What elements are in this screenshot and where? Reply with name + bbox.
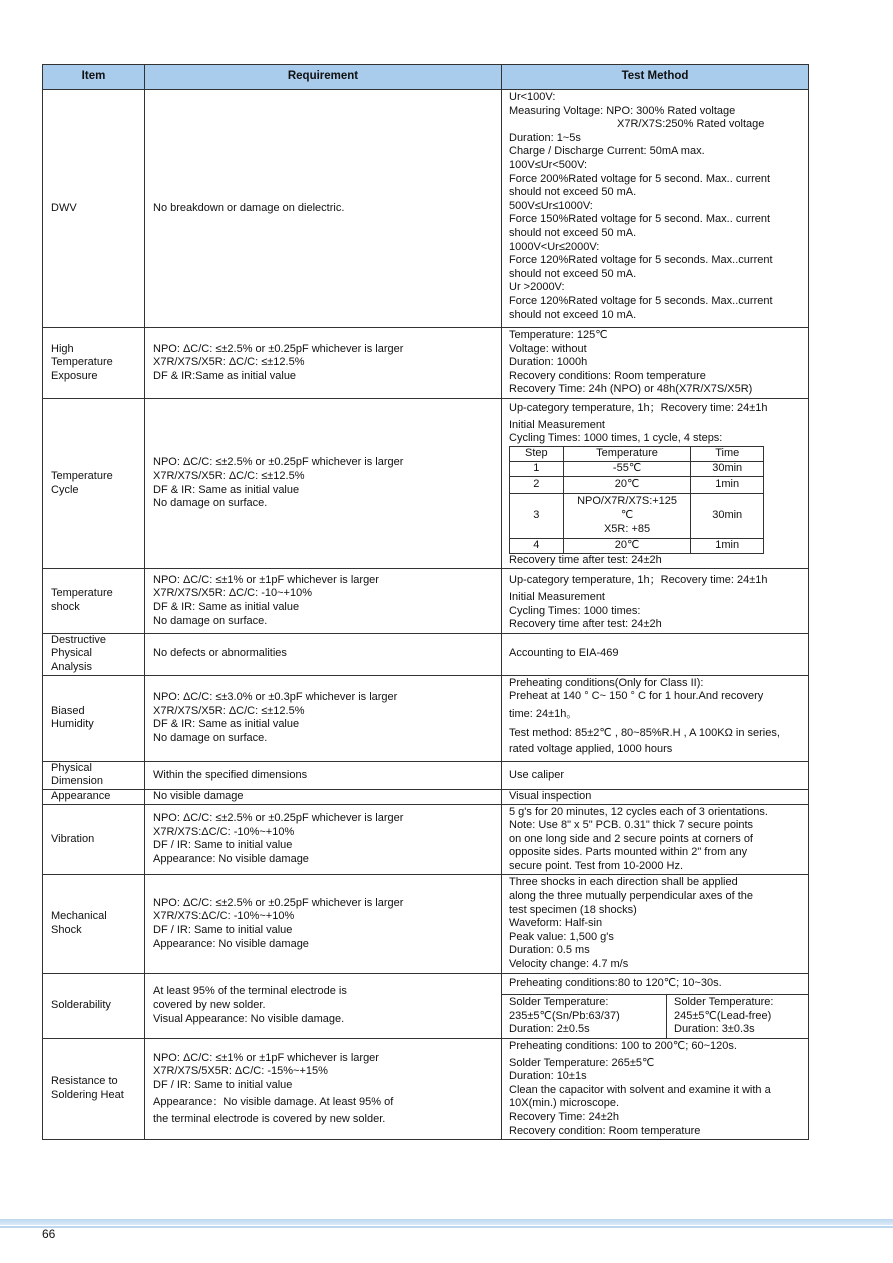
requirement-line: Visual Appearance: No visible damage.: [153, 1012, 345, 1025]
cycle-step: 2: [510, 476, 564, 493]
table-row-physical-dimension: [43, 761, 809, 789]
table-row-temperature-cycle: [43, 398, 809, 568]
item-label: Exposure: [51, 369, 98, 382]
requirement-line: DF & IR:Same as initial value: [153, 369, 297, 382]
test-line: Test method: 85±2℃ , 80~85%R.H , A 100KΩ in series,: [509, 726, 780, 739]
test-method-cell: [502, 569, 809, 633]
item-label: Analysis: [51, 661, 92, 674]
item-cell: [43, 875, 145, 973]
requirement-line: NPO: ΔC/C: ≤±2.5% or ±0.25pF whichever is larger: [153, 812, 404, 825]
requirement-cell: [145, 398, 502, 568]
item-label: Shock: [51, 924, 82, 937]
test-line: Velocity change: 4.7 m/s: [509, 958, 629, 971]
requirement-line: DF / IR: Same to initial value: [153, 1078, 293, 1091]
item-label: Appearance: [51, 789, 111, 802]
footer-divider-thin: [0, 1226, 893, 1228]
requirement-line: No damage on surface.: [153, 614, 268, 627]
table-row-biased-humidity: [43, 675, 809, 761]
test-method-cell: [502, 761, 809, 789]
test-method-cell: [502, 633, 809, 675]
test-line: Duration: 1~5s: [509, 131, 581, 144]
requirement-line: NPO: ΔC/C: ≤±2.5% or ±0.25pF whichever is larger: [153, 342, 404, 355]
test-line: Temperature: 125℃: [509, 329, 608, 341]
test-line: Recovery time after test: 24±2h: [509, 553, 662, 566]
item-cell: [43, 90, 145, 328]
test-line: Duration: 0.5 ms: [509, 944, 590, 957]
item-cell: [43, 761, 145, 789]
test-line: Ur<100V:: [509, 91, 556, 103]
test-line: should not exceed 10 mA.: [509, 308, 637, 321]
requirement-cell: [145, 761, 502, 789]
test-line: Recovery condition: Room temperature: [509, 1124, 701, 1137]
cycle-temperature: 20℃: [563, 538, 691, 553]
requirement-line: Appearance: No visible damage: [153, 853, 309, 866]
test-line: Voltage: without: [509, 342, 587, 355]
requirement-line: DF & IR: Same as initial value: [153, 483, 300, 496]
item-label: Physical: [51, 647, 92, 660]
test-line: Visual inspection: [509, 789, 592, 802]
requirement-cell: [145, 1039, 502, 1140]
test-line: should not exceed 50 mA.: [509, 186, 637, 199]
test-line: Accounting to EIA-469: [509, 647, 619, 660]
item-label: Temperature: [51, 470, 113, 483]
cycle-header-temperature: Temperature: [563, 446, 691, 461]
item-label: Mechanical: [51, 910, 107, 923]
requirement-line: X7R/X7S/X5R: ΔC/C: ≤±12.5%: [153, 356, 305, 369]
item-cell: [43, 633, 145, 675]
requirement-line: At least 95% of the terminal electrode is: [153, 985, 347, 998]
cycle-step: 3: [510, 493, 564, 538]
item-label: Solderability: [51, 999, 111, 1012]
item-cell: [43, 973, 145, 1038]
table-row-high-temperature-exposure: [43, 328, 809, 399]
test-line: Cycling Times: 1000 times, 1 cycle, 4 steps:: [509, 432, 723, 445]
cycle-steps-table: [509, 446, 764, 554]
requirement-line: covered by new solder.: [153, 999, 266, 1012]
test-line: Recovery Time: 24±2h: [509, 1110, 619, 1123]
requirement-line: NPO: ΔC/C: ≤±3.0% or ±0.3pF whichever is larger: [153, 691, 398, 704]
test-line: should not exceed 50 mA.: [509, 267, 637, 280]
cycle-temperature-line: X5R: +85: [603, 522, 651, 535]
table-row-mechanical-shock: [43, 875, 809, 973]
test-line: along the three mutually perpendicular axes of the: [509, 890, 753, 903]
test-line: Preheat at 140 ° C~ 150 ° C for 1 hour.And recovery: [509, 690, 764, 703]
cycle-time: 30min: [691, 493, 764, 538]
solder-condition-snpb: [502, 995, 666, 1038]
cycle-header-row: [510, 446, 764, 461]
test-line: 235±5℃(Sn/Pb:63/37): [509, 1009, 620, 1022]
item-label: Physical: [51, 761, 92, 774]
test-line: Measuring Voltage: NPO: 300% Rated voltage: [509, 104, 736, 117]
solder-conditions-split: [502, 994, 808, 1038]
solder-condition-lead-free: [666, 995, 808, 1038]
item-cell: [43, 569, 145, 633]
test-line: Peak value: 1,500 g's: [509, 930, 614, 943]
item-label: Vibration: [51, 832, 95, 845]
test-line: Recovery conditions: Room temperature: [509, 369, 706, 382]
test-method-cell: [502, 1039, 809, 1140]
requirement-line: No breakdown or damage on dielectric.: [153, 201, 345, 214]
item-label: Dimension: [51, 775, 103, 788]
test-line: Duration: 1000h: [509, 356, 588, 369]
requirement-line: NPO: ΔC/C: ≤±1% or ±1pF whichever is larger: [153, 573, 379, 586]
requirement-line: X7R/X7S:ΔC/C: -10%~+10%: [153, 910, 295, 923]
test-line: Force 200%Rated voltage for 5 second. Max.. current: [509, 172, 771, 185]
test-line: Cycling Times: 1000 times:: [509, 604, 641, 617]
test-line: rated voltage applied, 1000 hours: [509, 743, 673, 756]
test-line: 10X(min.) microscope.: [509, 1097, 620, 1110]
test-line: Force 120%Rated voltage for 5 seconds. Max..current: [509, 294, 773, 307]
cycle-row: [510, 493, 764, 538]
requirement-line: NPO: ΔC/C: ≤±1% or ±1pF whichever is larger: [153, 1051, 379, 1064]
item-cell: [43, 1039, 145, 1140]
requirement-line: Appearance：No visible damage. At least 95% of: [153, 1096, 394, 1109]
requirement-cell: [145, 804, 502, 875]
test-line: Up-category temperature, 1h；Recovery time: 24±1h: [509, 574, 768, 587]
cycle-temperature: -55℃: [563, 461, 691, 476]
test-line: X7R/X7S:250% Rated voltage: [617, 118, 765, 131]
test-line: 1000V<Ur≤2000V:: [509, 240, 600, 253]
test-line: Clean the capacitor with solvent and examine it with a: [509, 1083, 771, 1096]
test-line: Use caliper: [509, 768, 565, 781]
cycle-step: 1: [510, 461, 564, 476]
test-line: Solder Temperature:: [674, 996, 774, 1009]
cycle-row: [510, 538, 764, 553]
table-row-vibration: [43, 804, 809, 875]
requirement-line: X7R/X7S/5X5R: ΔC/C: -15%~+15%: [153, 1065, 328, 1078]
test-line: Preheating conditions: 100 to 200℃; 60~120s.: [509, 1040, 737, 1052]
test-line: Force 120%Rated voltage for 5 seconds. Max..current: [509, 254, 773, 267]
test-line: Up-category temperature, 1h；Recovery time: 24±1h: [509, 401, 768, 414]
test-line: Charge / Discharge Current: 50mA max.: [509, 145, 705, 158]
test-line: Waveform: Half-sin: [509, 917, 603, 930]
requirement-line: DF & IR: Same as initial value: [153, 601, 300, 614]
item-label: Humidity: [51, 718, 94, 731]
test-method-cell: [502, 328, 809, 399]
test-line: 245±5℃(Lead-free): [674, 1009, 772, 1022]
test-line: on one long side and 2 secure points at corners of: [509, 832, 753, 845]
requirement-line: X7R/X7S:ΔC/C: -10%~+10%: [153, 825, 295, 838]
item-cell: [43, 328, 145, 399]
cycle-temperature-line: NPO/X7R/X7S:+125: [577, 495, 678, 508]
table-row-dwv: [43, 90, 809, 328]
cycle-temperature: 20℃: [563, 476, 691, 493]
test-method-cell: [502, 789, 809, 804]
table-row-resistance-to-soldering-heat: [43, 1039, 809, 1140]
cycle-time: 1min: [691, 476, 764, 493]
test-line: Initial Measurement: [509, 590, 605, 603]
test-line: should not exceed 50 mA.: [509, 226, 637, 239]
cycle-row: [510, 476, 764, 493]
requirement-line: X7R/X7S/X5R: ΔC/C: ≤±12.5%: [153, 470, 305, 483]
requirement-line: DF & IR: Same as initial value: [153, 718, 300, 731]
item-label: Destructive: [51, 633, 107, 646]
requirement-cell: [145, 633, 502, 675]
requirement-line: NPO: ΔC/C: ≤±2.5% or ±0.25pF whichever is larger: [153, 896, 404, 909]
requirement-line: DF / IR: Same to initial value: [153, 924, 293, 937]
test-line: Force 150%Rated voltage for 5 second. Max.. current: [509, 213, 771, 226]
test-method-cell: [502, 804, 809, 875]
specification-table: [42, 64, 809, 1140]
item-label: DWV: [51, 201, 77, 214]
test-line: Initial Measurement: [509, 418, 605, 431]
item-label: Temperature: [51, 587, 113, 600]
test-method-cell: [502, 90, 809, 328]
item-cell: [43, 804, 145, 875]
table-row-temperature-shock: [43, 569, 809, 633]
test-method-cell: [502, 675, 809, 761]
test-line: 100V≤Ur<500V:: [509, 158, 588, 171]
cycle-temperature: [563, 493, 691, 538]
item-label: Biased: [51, 704, 85, 717]
requirement-cell: [145, 675, 502, 761]
cycle-temperature-line: ℃: [620, 508, 634, 521]
test-line: Duration: 2±0.5s: [509, 1023, 590, 1036]
cycle-time: 1min: [691, 538, 764, 553]
requirement-line: NPO: ΔC/C: ≤±2.5% or ±0.25pF whichever is larger: [153, 456, 404, 469]
test-method-cell: [502, 973, 809, 1038]
table-row-solderability: [43, 973, 809, 1038]
test-line: Preheating conditions(Only for Class II):: [509, 676, 704, 689]
footer-divider: [0, 1219, 893, 1225]
test-line: Duration: 3±0.3s: [674, 1023, 755, 1036]
test-line: Three shocks in each direction shall be applied: [509, 876, 738, 889]
header-item: Item: [43, 65, 145, 90]
test-line: secure point. Test from 10-2000 Hz.: [509, 859, 684, 872]
item-cell: [43, 398, 145, 568]
requirement-cell: [145, 973, 502, 1038]
item-label: Temperature: [51, 356, 113, 369]
item-cell: [43, 789, 145, 804]
requirement-line: X7R/X7S/X5R: ΔC/C: ≤±12.5%: [153, 704, 305, 717]
test-line: Recovery time after test: 24±2h: [509, 618, 662, 631]
requirement-cell: [145, 789, 502, 804]
requirement-line: No defects or abnormalities: [153, 647, 287, 660]
requirement-line: No damage on surface.: [153, 497, 268, 510]
requirement-line: Within the specified dimensions: [153, 768, 308, 781]
requirement-line: No damage on surface.: [153, 731, 268, 744]
cycle-row: [510, 461, 764, 476]
table-header-row: [43, 65, 809, 90]
cycle-step: 4: [510, 538, 564, 553]
table-row-appearance: [43, 789, 809, 804]
item-label: High: [51, 342, 74, 355]
item-cell: [43, 675, 145, 761]
cycle-time: 30min: [691, 461, 764, 476]
requirement-cell: [145, 569, 502, 633]
test-line: Recovery Time: 24h (NPO) or 48h(X7R/X7S/X5R): [509, 383, 753, 396]
item-label: shock: [51, 601, 80, 614]
test-line: Note: Use 8" x 5" PCB. 0.31" thick 7 secure points: [509, 819, 754, 832]
requirement-line: Appearance: No visible damage: [153, 937, 309, 950]
test-line: test specimen (18 shocks): [509, 903, 637, 916]
cycle-header-time: Time: [691, 446, 764, 461]
test-line: Duration: 10±1s: [509, 1070, 587, 1083]
requirement-cell: [145, 328, 502, 399]
requirement-line: No visible damage: [153, 789, 244, 802]
test-method-cell: [502, 398, 809, 568]
test-method-cell: [502, 875, 809, 973]
header-requirement: Requirement: [145, 65, 502, 90]
test-line: Solder Temperature: 265±5℃: [509, 1056, 655, 1069]
header-test-method: Test Method: [502, 65, 809, 90]
item-label: Soldering Heat: [51, 1089, 124, 1102]
cycle-header-step: Step: [510, 446, 564, 461]
test-line: time: 24±1h。: [509, 707, 578, 720]
item-label: Cycle: [51, 483, 79, 496]
requirement-line: DF / IR: Same to initial value: [153, 839, 293, 852]
test-line: Preheating conditions:80 to 120℃; 10~30s.: [509, 976, 722, 989]
requirement-cell: [145, 875, 502, 973]
requirement-line: the terminal electrode is covered by new solder.: [153, 1112, 386, 1125]
test-line: 500V≤Ur≤1000V:: [509, 199, 593, 212]
test-line: 5 g's for 20 minutes, 12 cycles each of 3 orientations.: [509, 805, 768, 818]
test-line: Solder Temperature:: [509, 996, 609, 1009]
page-number: 66: [42, 1227, 56, 1241]
table-row-destructive-physical-analysis: [43, 633, 809, 675]
test-line: Ur >2000V:: [509, 281, 565, 294]
requirement-cell: [145, 90, 502, 328]
test-line: opposite sides. Parts mounted within 2" from any: [509, 846, 748, 859]
requirement-line: X7R/X7S/X5R: ΔC/C: -10~+10%: [153, 587, 312, 600]
item-label: Resistance to: [51, 1075, 118, 1088]
